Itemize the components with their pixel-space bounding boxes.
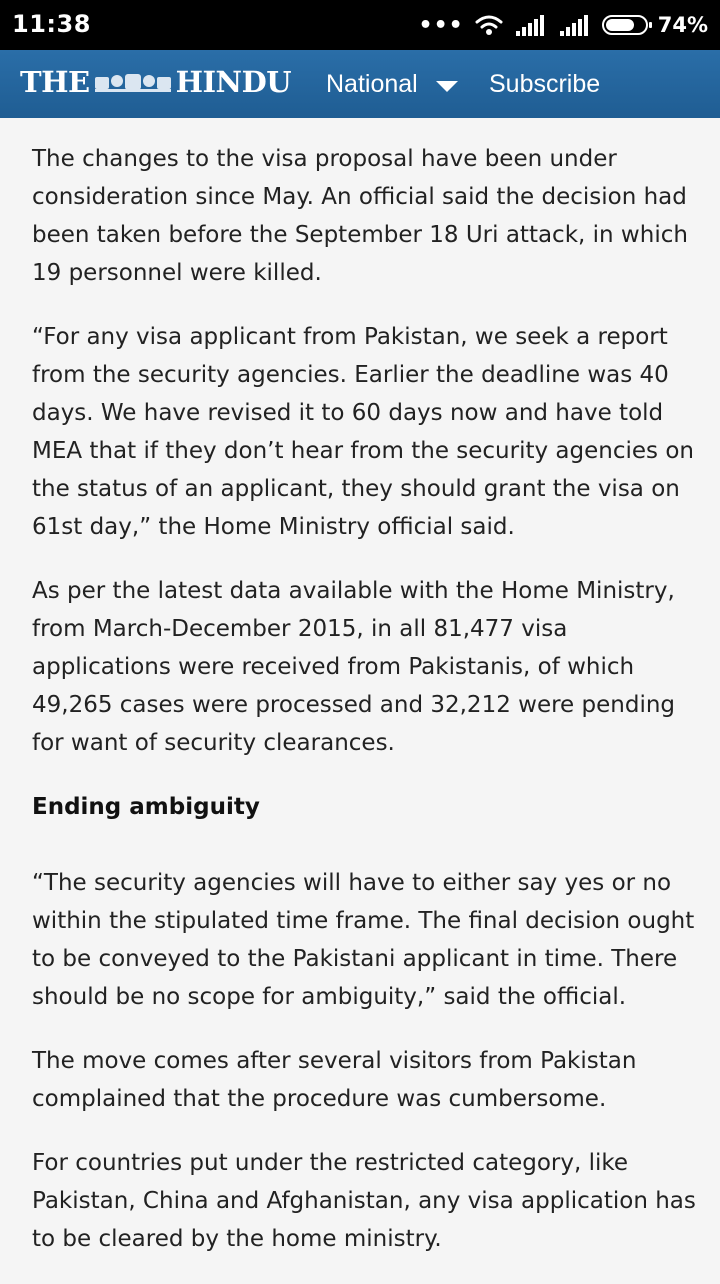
wifi-icon [474,13,504,37]
more-notifications-icon: ••• [418,12,464,38]
article-paragraph: For countries put under the restricted category, like Pakistan, China and Afghanistan, any visa application has to be cleared by the home ministry. [32,1150,696,1252]
article-body [0,118,720,1284]
article-subheading: Ending ambiguity [32,794,260,820]
battery-icon [602,15,648,35]
site-logo[interactable] [20,62,291,102]
chevron-down-icon [436,81,458,92]
battery-fill [606,19,634,31]
section-label: National [326,69,418,98]
battery-percent: 74% [657,13,708,37]
signal-icon [514,13,548,37]
emblem-icon [93,69,173,95]
article-paragraph: “The security agencies will have to either say yes or no within the stipulated time frame. The final decision ought to be conveyed to the Pakistani applicant in time. There should be no scope for ambiguity,” said the official. [32,870,695,1010]
signal-icon [558,13,592,37]
app-header [0,50,720,118]
article-paragraph: The move comes after several visitors from Pakistan complained that the procedure was cumbersome. [32,1048,637,1112]
logo-text-left: THE [20,65,90,99]
status-icons [419,8,708,42]
status-bar [0,0,720,50]
status-time: 11:38 [12,10,91,38]
article-paragraph: As per the latest data available with the Home Ministry, from March-December 2015, in all 81,477 visa applications were received from Pakistanis, of which 49,265 cases were processed and 32,212 were pending for want of security clearances. [32,578,676,756]
subscribe-button[interactable]: Subscribe [489,69,601,98]
section-dropdown[interactable] [326,66,458,102]
article-paragraph: The changes to the visa proposal have been under consideration since May. An official said the decision had been taken before the September 18 Uri attack, in which 19 personnel were killed. [32,146,688,286]
logo-text-right: HINDU [175,65,292,99]
article-paragraph: “For any visa applicant from Pakistan, we seek a report from the security agencies. Earlier the deadline was 40 days. We have revised it to 60 days now and have told MEA that if they don’t hear from the security agencies on the status of an applicant, they should grant the visa on 61st day,” the Home Ministry official said. [32,324,694,540]
